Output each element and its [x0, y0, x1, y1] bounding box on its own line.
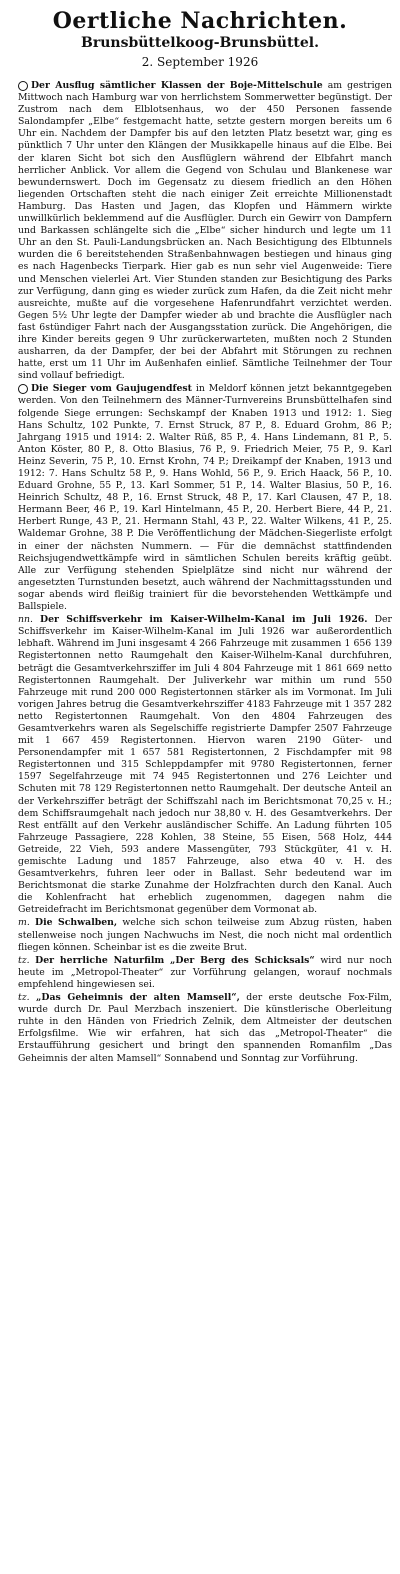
article-body: wird nur noch heute im „Metropol-Theater“ zur Vorführung gelangen, worauf nochmals empfehlend hingewiesen sei. — [18, 954, 392, 990]
article-paragraph — [8, 80, 392, 382]
masthead — [8, 8, 392, 70]
article-headline: Die Sieger vom Gaujugendfest — [31, 383, 192, 395]
section-subtitle: Brunsbüttelkoog-Brunsbüttel. — [81, 35, 319, 51]
article-headline: Die Schwalben, — [35, 917, 118, 929]
article-paragraph — [8, 614, 392, 916]
article-body: der erste deutsche Fox-Film, wurde durch Dr. Paul Merzbach inszeniert. Die künstlerische Oberleitung ruhte in den Händen von Friedrich Zelnik, dem Altmeister der deutschen Erfolgsfilme. Wie wir erfahren, hat sich das „Metropol-Theater“ die Erstaufführung gesichert und bringt den spannenden Romanfilm „Das Geheimnis der alten Mamsell“ Sonnabend und Sonntag zur Vorführung. — [18, 992, 392, 1064]
article-headline: Der Ausflug sämtlicher Klassen der Boje-Mittelschule — [31, 80, 323, 91]
article-gaujugendfest — [8, 383, 392, 613]
bullet-circle-icon — [18, 384, 28, 394]
article-paragraph — [8, 955, 392, 991]
article-body: welche sich schon teilweise zum Abzug rüsten, haben stellenweise noch jungen Nachwuchs im Nest, die noch nicht mal ordentlich fliegen können. Scheinbar ist es die zweite Brut. — [18, 917, 392, 953]
article-ausflug — [8, 80, 392, 382]
article-kicker: nn. — [18, 614, 33, 626]
bullet-circle-icon — [18, 81, 28, 91]
article-paragraph — [8, 917, 392, 953]
section-title: Oertliche Nachrichten. — [52, 8, 348, 34]
article-schwalben — [8, 917, 392, 953]
article-body: in Meldorf können jetzt bekanntgegeben werden. Von den Teilnehmern des Männer-Turnvereins Brunsbüttelhafen sind folgende Siege errungen: Sechskampf der Knaben 1913 und 1912: 1. Sieg Hans Schultz, 102 Punkte, 7. Ernst Struck, 87 P., 8. Eduard Grohm, 86 P.; Jahrgang 1915 und 1914: 2. Walter Rüß, 85 P., 4. Hans Lindemann, 81 P., 5. Anton Köster, 80 P., 8. Otto Blasius, 76 P., 9. Friedrich Meier, 75 P., 9. Karl Heinz Severin, 75 P., 10. Ernst Krohn, 74 P.; Dreikampf der Knaben, 1913 und 1912: 7. Hans Schultz 58 P., 9. Hans Wohld, 56 P., 9. Erich Haack, 56 P., 10. Eduard Grohne, 55 P., 13. Karl Sommer, 51 P., 14. Walter Blasius, 50 P., 16. Heinrich Schultz, 48 P., 16. Ernst Struck, 48 P., 17. Karl Clausen, 47 P., 18. Hermann Beer, 46 P., 19. Karl Hintelmann, 45 P., 20. Herbert Biere, 44 P., 21. Herbert Runge, 43 P., 21. Hermann Stahl, 43 P., 22. Walter Wilkens, 41 P., 25. Waldemar Grohne, 38 P. Die Veröffentlichung der Mädchen-Siegerliste erfolgt in einer der nächsten Nummern. — Für die demnächst stattfindenden Reichsjugendwettkämpfe wird in sämtlichen Schulen bereits kräftig geübt. Alle zur Verfügung stehenden Spielplätze sind nicht nur während der angesetzten Turnstunden besetzt, auch während der Nachmittagsstunden und sogar abends wird fleißig trainiert für die bevorstehenden Wettkämpfe und Ballspiele. — [18, 383, 392, 613]
article-body: am gestrigen Mittwoch nach Hamburg war von herrlichstem Sommerwetter begünstigt. Der Zustrom nach dem Elblotsenhaus, wo der 450 Personen fassende Salondampfer „Elbe“ festgemacht hatte, setzte gestern morgen bereits um 6 Uhr ein. Nachdem der Dampfer bis auf den letzten Platz besetzt war, ging es pünktlich 7 Uhr unter den Klängen der Musikkapelle hinaus auf die Elbe. Bei der klaren Sicht bot sich den Ausflüglern während der Elbfahrt manch herrlicher Anblick. Vor allem die Gegend von Schulau und Blankenese war bewundernswert. Doch im Gegensatz zu diesem friedlich an den Höhen liegenden Ortschaften steht die nach einiger Zeit erreichte Millionenstadt Hamburg. Das Hasten und Jagen, das Klopfen und Hämmern wirkte unwillkürlich beklemmend auf die Ausflügler. Durch ein Gewirr von Dampfern und Barkassen schlängelte sich die „Elbe“ sicher hindurch und legte um 11 Uhr an den St. Pauli-Landungsbrücken an. Nach Besichtigung des Elbtunnels wurden die 6 bereitstehenden Straßenbahnwagen bestiegen und hinaus ging es nach Hagenbecks Tierpark. Hier gab es nun sehr viel Augenweide: Tiere und Menschen vielerlei Art. Vier Stunden standen zur Besichtigung des Parks zur Verfügung, dann ging es wieder zurück zum Hafen, da die Zeit nicht mehr ausreichte, mußte auf die vorgesehene Hafenrundfahrt verzichtet werden. Gegen 5½ Uhr legte der Dampfer wieder ab und brachte die Ausflügler nach fast 6stündiger Fahrt nach der Ausgangsstation zurück. Die Angehörigen, die ihre Kinder bereits gegen 9 Uhr zurückerwarteten, mußten noch 2 Stunden ausharren, da der Dampfer, der bei der Abfahrt mit Störungen zu rechnen hatte, erst um 11 Uhr im Außenhafen einlief. Sämtliche Teilnehmer der Tour sind vollauf befriedigt. — [18, 80, 392, 382]
article-kicker: m. — [18, 917, 30, 929]
page-bottom-margin — [8, 1066, 392, 1078]
article-headline: „Das Geheimnis der alten Mamsell“, — [36, 992, 240, 1004]
article-paragraph — [8, 383, 392, 613]
article-body: Der Schiffsverkehr im Kaiser-Wilhelm-Kanal im Juli 1926 war außerordentlich lebhaft. Während im Juni insgesamt 4 266 Fahrzeuge mit zusammen 1 656 139 Registertonnen netto Raumgehalt den Kaiser-Wilhelm-Kanal durchfuhren, beträgt die Gesamtverkehrsziffer im Juli 4 804 Fahrzeuge mit 1 861 669 netto Registertonnen Raumgehalt. Der Juliverkehr war mithin um rund 550 Fahrzeuge mit rund 200 000 Registertonnen stärker als im Vormonat. Im Juli vorigen Jahres betrug die Gesamtverkehrsziffer 4183 Fahrzeuge mit 1 357 282 netto Registertonnen Raumgehalt. Von den 4804 Fahrzeugen des Gesamtverkehrs waren als Segelschiffe registrierte Dampfer 2507 Fahrzeuge mit 1 667 459 Registertonnen. Hiervon waren 2190 Güter- und Personendampfer mit 1 657 581 Registertonnen, 2 Fischdampfer mit 98 Registertonnen und 315 Schleppdampfer mit 9780 Registertonnen, ferner 1597 Segelfahrzeuge mit 74 945 Registertonnen und 276 Leichter und Schuten mit 78 129 Registertonnen netto Raumgehalt. Der deutsche Anteil an der Verkehrsziffer beträgt der Schiffszahl nach im Berichtsmonat 70,25 v. H.; dem Schiffsraumgehalt nach jedoch nur 38,80 v. H. des Gesamtverkehrs. Der Rest entfällt auf den Verkehr ausländischer Schiffe. An Ladung führten 105 Fahrzeuge Passagiere, 228 Kohlen, 38 Steine, 55 Eisen, 568 Holz, 444 Getreide, 22 Vieh, 593 andere Massengüter, 793 Stückgüter, 41 v. H. gemischte Ladung und 1857 Fahrzeuge, also etwa 40 v. H. des Gesamtverkehrs, fuhren leer oder in Ballast. Sehr bedeutend war im Berichtsmonat die starke Zunahme der Holzfrachten durch den Kanal. Auch die Kohlenfracht hat erheblich zugenommen, dagegen nahm die Getreidefracht im Berichtsmonat gegenüber dem Vormonat ab. — [18, 614, 392, 916]
issue-date: 2. September 1926 — [141, 55, 259, 69]
article-headline: Der herrliche Naturfilm „Der Berg des Schicksals“ — [35, 954, 315, 966]
article-naturfilm — [8, 955, 392, 991]
article-paragraph — [8, 992, 392, 1065]
article-kicker: tz. — [18, 954, 30, 966]
article-kicker: tz. — [18, 992, 30, 1004]
article-kanal — [8, 614, 392, 916]
article-headline: Der Schiffsverkehr im Kaiser-Wilhelm-Kanal im Juli 1926. — [40, 614, 368, 626]
article-mamsell — [8, 992, 392, 1065]
